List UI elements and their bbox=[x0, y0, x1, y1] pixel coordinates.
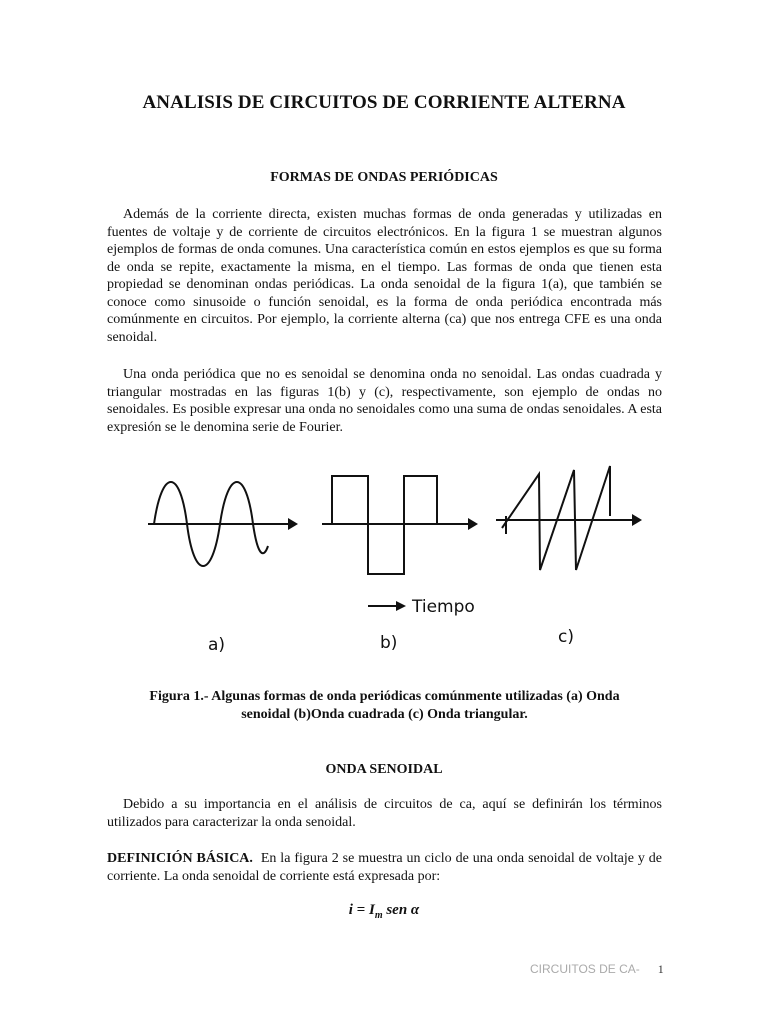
paragraph-4 bbox=[107, 850, 662, 885]
sine-axis-arrow bbox=[288, 518, 298, 530]
figure-caption-line-2: senoidal (b)Onda cuadrada (c) Onda triangular. bbox=[241, 707, 528, 722]
figure-label-b: b) bbox=[380, 633, 398, 653]
formula-rhs: sen α bbox=[382, 902, 420, 918]
waveforms-figure bbox=[140, 458, 650, 668]
paragraph-1 bbox=[107, 206, 662, 346]
sine-wave-diagram bbox=[148, 482, 298, 566]
formula-subscript: m bbox=[374, 910, 383, 921]
definition-label: DEFINICIÓN BÁSICA. bbox=[107, 851, 253, 866]
time-arrow bbox=[368, 597, 475, 617]
current-formula bbox=[0, 902, 768, 921]
triangular-curve bbox=[502, 466, 610, 570]
page-number: 1 bbox=[657, 962, 664, 976]
triangular-axis-arrow bbox=[632, 514, 642, 526]
figure-caption-line-1: Figura 1.- Algunas formas de onda periódicas comúnmente utilizadas (a) Onda bbox=[149, 689, 620, 704]
paragraph-3 bbox=[107, 796, 662, 831]
formula-lhs: i = I bbox=[348, 902, 375, 918]
page-footer bbox=[530, 962, 664, 977]
figure-1 bbox=[140, 458, 650, 668]
section-title-periodic-waves: FORMAS DE ONDAS PERIÓDICAS bbox=[270, 170, 498, 185]
section-title-sine-wave: ONDA SENOIDAL bbox=[325, 762, 443, 777]
square-axis-arrow bbox=[468, 518, 478, 530]
paragraph-4-text: En la figura 2 se muestra un ciclo de una onda senoidal de voltaje y de corriente. La onda senoidal de corriente está expresada por: bbox=[107, 851, 663, 884]
figure-label-a: a) bbox=[208, 635, 226, 655]
figure-label-c: c) bbox=[558, 627, 574, 647]
page-title: ANALISIS DE CIRCUITOS DE CORRIENTE ALTERNA bbox=[142, 92, 626, 113]
time-label: Tiempo bbox=[412, 597, 475, 617]
paragraph-2 bbox=[107, 366, 662, 436]
figure-caption bbox=[107, 688, 662, 724]
paragraph-2-text: Una onda periódica que no es senoidal se denomina onda no senoidal. Las ondas cuadrada y triangular mostradas en las figuras 1(b) y (c), respectivamente, son ejemplo de ondas no senoidales. Es posible expresar una onda no senoidales como una suma de ondas senoidales. A esta expresión se le denomina serie de Fourier. bbox=[107, 367, 662, 435]
square-wave-diagram bbox=[322, 476, 478, 574]
footer-text: CIRCUITOS DE CA- bbox=[530, 962, 640, 976]
paragraph-1-text: Además de la corriente directa, existen muchas formas de onda generadas y utilizadas en fuentes de voltaje y de corriente de circuitos electrónicos. En la figura 1 se muestran algunos ejemplos de formas de onda comunes. Una característica común en estos ejemplos es que su forma de onda se repite, exactamente la misma, en el tiempo. Las formas de onda que tienen esta propiedad se denominan ondas periódicas. La onda senoidal de la figura 1(a), que también se conoce como sinusoide o función senoidal, es la forma de onda periódica encontrada más comúnmente en circuitos. Por ejemplo, la corriente alterna (ca) que nos entrega CFE es una onda senoidal. bbox=[107, 207, 662, 345]
triangular-wave-diagram bbox=[496, 466, 642, 570]
paragraph-3-text: Debido a su importancia en el análisis de circuitos de ca, aquí se definirán los términos utilizados para caracterizar la onda senoidal. bbox=[107, 797, 662, 830]
